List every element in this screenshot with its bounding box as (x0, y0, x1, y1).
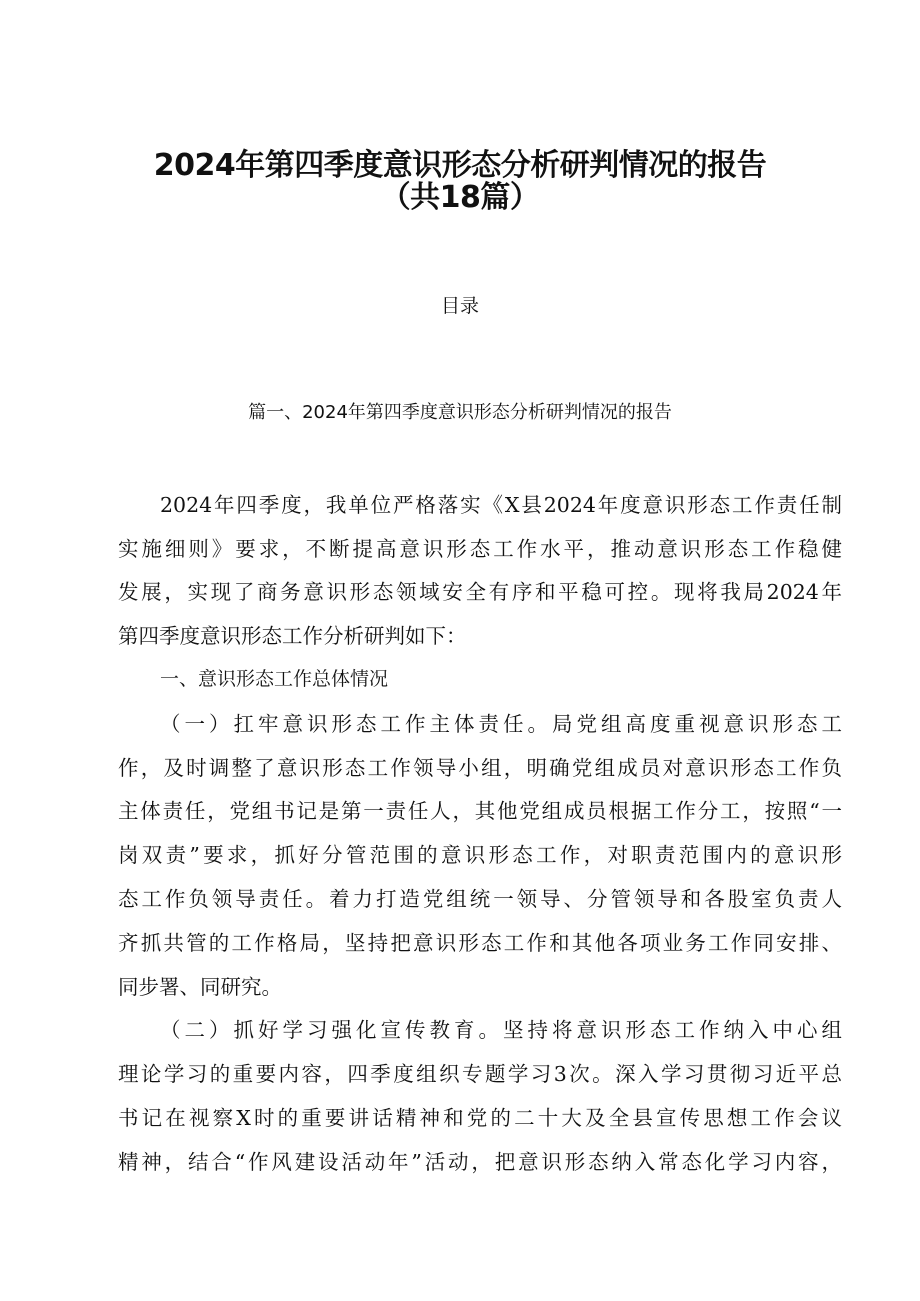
document-title-count: （共18篇） (380, 180, 540, 215)
paragraph-2-line-5: 态工作负领导责任。着力打造党组统一领导、分管领导和各股室负责人 (118, 887, 842, 911)
paragraph-3-line-4: 精神，结合“作风建设活动年”活动，把意识形态纳入常态化学习内容， (118, 1150, 842, 1174)
document-title: 2024年第四季度意识形态分析研判情况的报告 (153, 148, 767, 183)
paragraph-2-line-4: 岗双责”要求，抓好分管范围的意识形态工作，对职责范围内的意识形 (118, 843, 842, 867)
paragraph-3-line-3: 书记在视察X时的重要讲话精神和党的二十大及全县宣传思想工作会议 (118, 1106, 842, 1130)
toc-item-1: 篇一、2024年第四季度意识形态分析研判情况的报告 (248, 402, 672, 423)
paragraph-1-line-2: 实施细则》要求，不断提高意识形态工作水平，推动意识形态工作稳健 (118, 537, 842, 561)
paragraph-1-line-3: 发展，实现了商务意识形态领域安全有序和平稳可控。现将我局2024年 (118, 580, 842, 604)
toc-heading: 目录 (440, 295, 479, 317)
paragraph-2-line-6: 齐抓共管的工作格局，坚持把意识形态工作和其他各项业务工作同安排、 (118, 931, 842, 955)
paragraph-2-line-3: 主体责任，党组书记是第一责任人，其他党组成员根据工作分工，按照“一 (118, 799, 842, 823)
paragraph-1-line-1: 2024年四季度，我单位严格落实《X县2024年度意识形态工作责任制 (160, 493, 842, 517)
paragraph-2-line-1: （一）扛牢意识形态工作主体责任。局党组高度重视意识形态工 (160, 712, 842, 736)
paragraph-3-line-2: 理论学习的重要内容，四季度组织专题学习3次。深入学习贯彻习近平总 (118, 1062, 842, 1086)
paragraph-2-line-2: 作，及时调整了意识形态工作领导小组，明确党组成员对意识形态工作负 (118, 756, 842, 780)
paragraph-3-line-1: （二）抓好学习强化宣传教育。坚持将意识形态工作纳入中心组 (160, 1018, 842, 1042)
section-1-heading: 一、意识形态工作总体情况 (160, 668, 389, 690)
paragraph-1-line-4: 第四季度意识形态工作分析研判如下： (118, 624, 467, 648)
paragraph-2-line-7: 同步署、同研究。 (118, 975, 282, 999)
